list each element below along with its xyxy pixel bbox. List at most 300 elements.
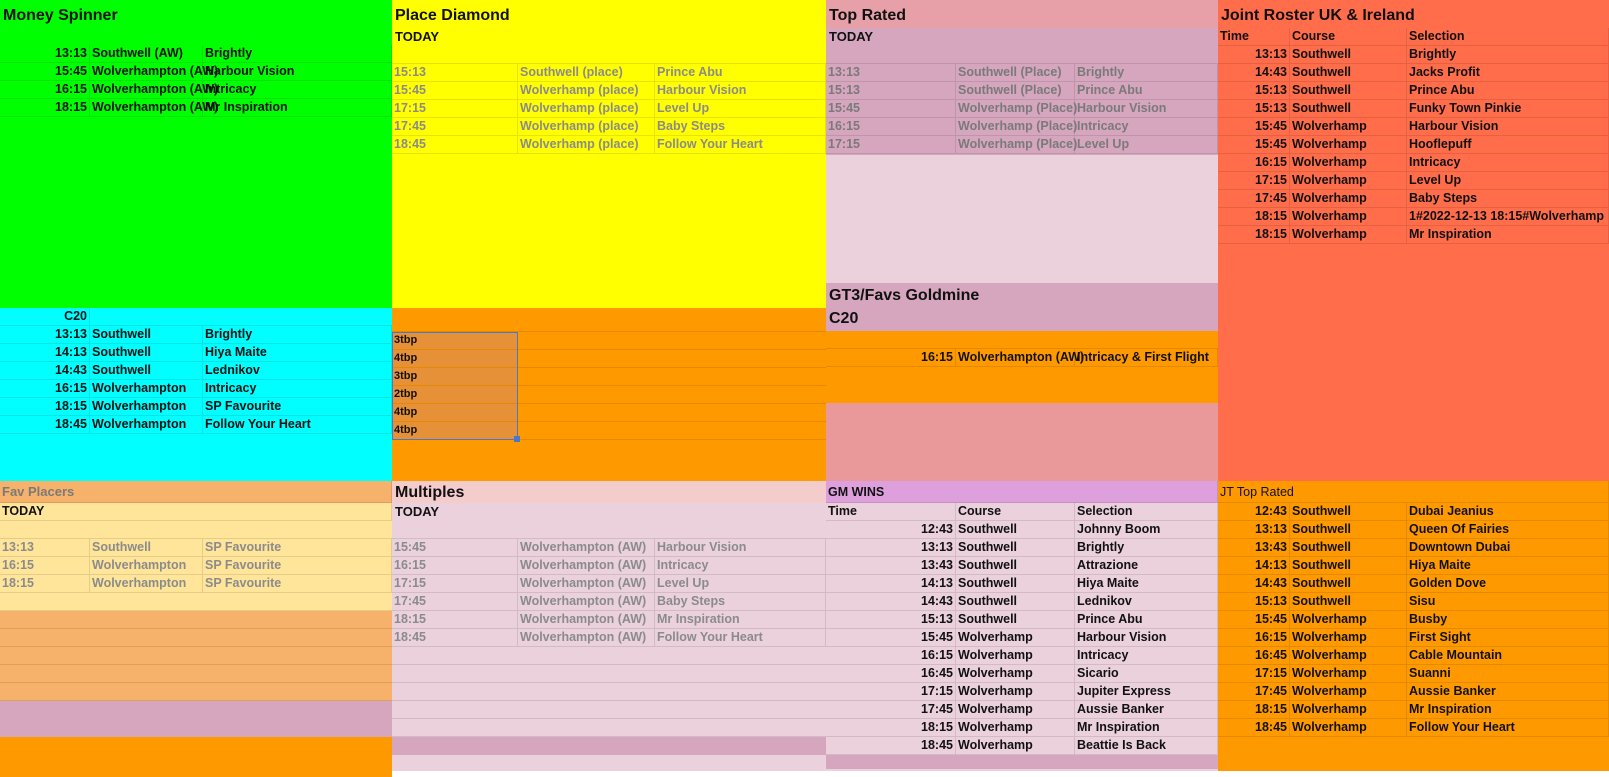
cell-selection[interactable]: Prince Abu — [1075, 82, 1218, 99]
cell-time[interactable]: 13:13 — [826, 64, 956, 81]
cell-course[interactable]: Southwell (Place) — [956, 64, 1075, 81]
header-selection: Selection — [1407, 28, 1609, 45]
table-row[interactable] — [0, 557, 392, 575]
table-row[interactable] — [826, 683, 1218, 701]
cell-time[interactable]: 17:15 — [392, 575, 518, 592]
cell-selection[interactable]: Harbour Vision — [1407, 118, 1609, 135]
cell-course[interactable]: Southwell (AW) — [90, 45, 203, 62]
cell-selection[interactable]: Hooflepuff — [1407, 136, 1609, 153]
cell-selection[interactable]: Funky Town Pinkie — [1407, 100, 1609, 117]
table-row[interactable] — [1218, 683, 1609, 701]
cell-time[interactable]: 17:45 — [1218, 683, 1290, 700]
place-diamond-today: TODAY — [395, 29, 440, 44]
header-time: Time — [1218, 28, 1290, 45]
table-row[interactable] — [1218, 521, 1609, 539]
cell-selection[interactable]: Hiya Maite — [203, 344, 392, 361]
cell-course[interactable]: Wolverhampton (AW) — [518, 539, 655, 556]
cell-selection[interactable]: Follow Your Heart — [1407, 719, 1609, 736]
cell-selection[interactable]: SP Favourite — [203, 575, 392, 592]
cell-course[interactable]: Wolverhamp — [1290, 629, 1407, 646]
cell-time[interactable]: 18:45 — [826, 737, 956, 754]
cell-selection[interactable]: Dubai Jeanius — [1407, 503, 1609, 520]
cell-time[interactable]: 17:45 — [826, 701, 956, 718]
cell-course[interactable]: Wolverhampton — [90, 575, 203, 592]
table-row[interactable] — [0, 63, 392, 81]
cell-selection[interactable]: Brightly — [203, 45, 392, 62]
cell-selection[interactable]: First Sight — [1407, 629, 1609, 646]
cell-selection[interactable]: Follow Your Heart — [655, 136, 826, 153]
cell-course[interactable]: Wolverhamp (place) — [518, 136, 655, 153]
cell-course[interactable]: Wolverhampton (AW) — [518, 611, 655, 628]
cell-time[interactable]: 18:15 — [1218, 701, 1290, 718]
cell-course[interactable]: Wolverhamp (place) — [518, 82, 655, 99]
cell-course[interactable]: Southwell — [90, 344, 203, 361]
cell-selection[interactable]: Harbour Vision — [655, 539, 826, 556]
tbp-row[interactable] — [392, 350, 826, 368]
table-row[interactable] — [1218, 611, 1609, 629]
cell-time[interactable]: 15:45 — [826, 100, 956, 117]
table-row[interactable] — [1218, 647, 1609, 665]
multiples-panel — [392, 481, 826, 771]
cell-selection[interactable]: Baby Steps — [655, 118, 826, 135]
table-row[interactable] — [826, 575, 1218, 593]
cell-selection[interactable]: Hiya Maite — [1075, 575, 1218, 592]
table-row[interactable] — [392, 118, 826, 136]
cell-course[interactable]: Wolverhamp — [1290, 611, 1407, 628]
cell-time[interactable]: 18:15 — [0, 575, 90, 592]
table-row[interactable] — [826, 136, 1218, 154]
cell-time[interactable]: 15:45 — [1218, 118, 1290, 135]
cell-course[interactable]: Southwell — [956, 575, 1075, 592]
cell-selection[interactable]: Harbour Vision — [203, 63, 392, 80]
cell-time[interactable]: 17:45 — [392, 593, 518, 610]
table-row[interactable] — [0, 380, 392, 398]
cell-selection[interactable]: Intricacy — [655, 557, 826, 574]
cell-course[interactable]: Wolverhamp — [1290, 190, 1407, 207]
table-row[interactable] — [826, 82, 1218, 100]
cell-selection[interactable]: Aussie Banker — [1407, 683, 1609, 700]
cell-course[interactable]: Wolverhamp — [956, 737, 1075, 754]
cell-selection[interactable]: Intricacy & First Flight — [1075, 349, 1218, 366]
cell-selection[interactable]: Intricacy — [1407, 154, 1609, 171]
cell-selection[interactable]: SP Favourite — [203, 539, 392, 556]
cell-selection[interactable]: Mr Inspiration — [203, 99, 392, 116]
cell-course[interactable]: Southwell (Place) — [956, 82, 1075, 99]
cell-selection[interactable]: Golden Dove — [1407, 575, 1609, 592]
cell-selection[interactable]: SP Favourite — [203, 398, 392, 415]
cell-time[interactable]: 17:15 — [826, 136, 956, 153]
table-row[interactable] — [1218, 665, 1609, 683]
cell-selection[interactable]: Level Up — [1075, 136, 1218, 153]
table-row[interactable] — [826, 719, 1218, 737]
cell-course[interactable]: Southwell — [956, 539, 1075, 556]
cell-selection[interactable]: Mr Inspiration — [1407, 701, 1609, 718]
cell-course[interactable]: Wolverhampton — [90, 380, 203, 397]
table-row[interactable] — [392, 100, 826, 118]
cell-selection[interactable]: Intricacy — [203, 81, 392, 98]
place-diamond-title: Place Diamond — [395, 7, 510, 24]
cell-course[interactable]: Wolverhamp — [956, 665, 1075, 682]
cell-time[interactable]: 12:43 — [826, 521, 956, 538]
fill-handle[interactable] — [514, 436, 520, 442]
table-row[interactable] — [392, 611, 826, 629]
cell-course[interactable]: Wolverhamp (Place) — [958, 137, 1078, 151]
cell-course[interactable]: Southwell — [956, 521, 1075, 538]
money-spinner-panel — [0, 0, 392, 308]
cell-course[interactable]: Wolverhampton (AW) — [92, 100, 219, 114]
table-row[interactable] — [0, 362, 392, 380]
cell-selection[interactable]: Downtown Dubai — [1407, 539, 1609, 556]
table-row[interactable] — [0, 99, 392, 117]
cell-course[interactable]: Wolverhamp — [956, 701, 1075, 718]
table-row[interactable] — [392, 593, 826, 611]
cell-time[interactable]: 14:43 — [0, 362, 90, 379]
table-row[interactable] — [1218, 557, 1609, 575]
cell-time[interactable]: 18:15 — [1218, 208, 1290, 225]
cell-course[interactable]: Wolverhamp — [1290, 226, 1407, 243]
table-row[interactable] — [826, 611, 1218, 629]
cell-course[interactable]: Wolverhamp (Place) — [958, 101, 1078, 115]
cell-time[interactable]: 16:15 — [826, 349, 956, 366]
cell-tbp[interactable]: 3tbp — [392, 368, 518, 385]
cell-course[interactable]: Wolverhamp — [956, 719, 1075, 736]
cell-time[interactable]: 18:15 — [1218, 226, 1290, 243]
table-row[interactable] — [0, 416, 392, 434]
cell-selection[interactable]: Prince Abu — [1407, 82, 1609, 99]
cell-selection[interactable]: Follow Your Heart — [203, 416, 392, 433]
table-row[interactable] — [1218, 190, 1609, 208]
cell-selection[interactable]: Level Up — [1407, 172, 1609, 189]
gt3-title: GT3/Favs Goldmine — [829, 287, 980, 304]
table-row[interactable] — [1218, 136, 1609, 154]
gt3-goldmine-panel — [826, 283, 1218, 331]
cell-time[interactable]: 14:43 — [826, 593, 956, 610]
cell-time[interactable]: 16:15 — [0, 557, 90, 574]
tbp-row[interactable] — [392, 422, 826, 440]
cell-course[interactable]: Southwell — [1290, 82, 1407, 99]
cell-selection[interactable]: Cable Mountain — [1407, 647, 1609, 664]
cell-course[interactable]: Wolverhamp — [1290, 172, 1407, 189]
cell-tbp[interactable]: 3tbp — [392, 332, 518, 349]
table-row[interactable] — [1218, 701, 1609, 719]
cell-time[interactable]: 13:43 — [1218, 539, 1290, 556]
tbp-row[interactable] — [392, 368, 826, 386]
cell-course[interactable]: Wolverhampton (AW) — [518, 557, 655, 574]
cell-course[interactable]: Wolverhampton — [90, 557, 203, 574]
cell-course[interactable]: Southwell — [1290, 557, 1407, 574]
cell-course[interactable]: Wolverhamp — [1290, 647, 1407, 664]
cell-time[interactable]: 16:15 — [826, 118, 956, 135]
cell-time[interactable]: 18:45 — [1218, 719, 1290, 736]
table-row[interactable] — [826, 701, 1218, 719]
jt-top-rated-panel — [1218, 481, 1609, 771]
cell-course[interactable]: Southwell — [1290, 64, 1407, 81]
cell-course[interactable]: Wolverhampton (AW) — [92, 64, 219, 78]
cell-selection[interactable]: Beattie Is Back — [1075, 737, 1218, 754]
table-row[interactable] — [1218, 46, 1609, 64]
cell-course[interactable]: Wolverhamp — [956, 683, 1075, 700]
cell-selection[interactable]: Johnny Boom — [1075, 521, 1218, 538]
table-row[interactable] — [826, 647, 1218, 665]
table-row[interactable] — [826, 593, 1218, 611]
table-row[interactable] — [0, 575, 392, 593]
cell-time[interactable]: 13:13 — [0, 539, 90, 556]
cell-course[interactable]: Wolverhampton (AW) — [92, 82, 219, 96]
cell-time[interactable]: 15:13 — [392, 64, 518, 81]
cell-selection[interactable]: Mr Inspiration — [1407, 226, 1609, 243]
table-row[interactable] — [0, 344, 392, 362]
cell-selection[interactable]: Intricacy — [1075, 647, 1218, 664]
cell-course[interactable]: Wolverhampton (AW) — [518, 629, 655, 646]
table-row[interactable] — [0, 326, 392, 344]
cell-course[interactable]: Wolverhamp (place) — [518, 100, 655, 117]
cell-time[interactable]: 14:13 — [826, 575, 956, 592]
table-row[interactable] — [826, 349, 1218, 367]
cell-course[interactable]: Wolverhamp — [1290, 683, 1407, 700]
cell-course[interactable]: Wolverhamp — [1290, 701, 1407, 718]
cell-time[interactable]: 13:13 — [1218, 46, 1290, 63]
table-row[interactable] — [826, 737, 1218, 755]
cell-course[interactable]: Wolverhamp — [1290, 118, 1407, 135]
table-row[interactable] — [826, 539, 1218, 557]
cell-time[interactable]: 16:15 — [826, 647, 956, 664]
cell-selection[interactable]: 1#2022-12-13 18:15#Wolverhamp — [1407, 208, 1609, 225]
table-row[interactable] — [826, 629, 1218, 647]
cell-time[interactable]: 17:15 — [1218, 172, 1290, 189]
cell-tbp[interactable]: 4tbp — [392, 404, 518, 421]
cell-course[interactable]: Wolverhamp — [1290, 208, 1407, 225]
table-row[interactable] — [1218, 503, 1609, 521]
table-row[interactable] — [392, 557, 826, 575]
cell-selection[interactable]: Level Up — [655, 100, 826, 117]
cell-selection[interactable]: Harbour Vision — [1075, 100, 1218, 117]
cell-course[interactable]: Wolverhamp (place) — [518, 118, 655, 135]
cell-selection[interactable]: Intricacy — [203, 380, 392, 397]
table-row[interactable] — [1218, 208, 1609, 226]
cell-course[interactable]: Southwell — [956, 611, 1075, 628]
cell-time[interactable]: 15:45 — [392, 82, 518, 99]
cell-course[interactable]: Wolverhampton — [90, 398, 203, 415]
cell-course[interactable]: Southwell — [1290, 593, 1407, 610]
table-row[interactable] — [826, 521, 1218, 539]
cell-course[interactable]: Wolverhamp — [1290, 665, 1407, 682]
table-row[interactable] — [1218, 226, 1609, 244]
cell-time[interactable]: 15:45 — [392, 539, 518, 556]
cell-time[interactable]: 15:45 — [0, 63, 90, 80]
cell-time[interactable]: 14:43 — [1218, 575, 1290, 592]
cell-course[interactable]: Wolverhampton — [90, 416, 203, 433]
cell-course[interactable]: Wolverhamp — [956, 629, 1075, 646]
cell-course[interactable]: Southwell — [956, 557, 1075, 574]
cell-course[interactable]: Southwell — [90, 362, 203, 379]
cell-time[interactable]: 16:15 — [392, 557, 518, 574]
table-row[interactable] — [1218, 539, 1609, 557]
cell-time[interactable]: 17:45 — [1218, 190, 1290, 207]
cell-course[interactable]: Wolverhamp (Place) — [958, 119, 1078, 133]
cell-time[interactable]: 16:45 — [826, 665, 956, 682]
cell-time[interactable]: 15:13 — [1218, 593, 1290, 610]
cell-time[interactable]: 18:15 — [826, 719, 956, 736]
table-row[interactable] — [1218, 82, 1609, 100]
table-row[interactable] — [826, 100, 1218, 118]
cell-time[interactable]: 16:15 — [1218, 154, 1290, 171]
salmon-block — [826, 403, 1218, 481]
table-row[interactable] — [0, 398, 392, 416]
cell-time[interactable]: 13:13 — [0, 45, 90, 62]
table-row[interactable] — [1218, 100, 1609, 118]
cell-time[interactable]: 18:45 — [392, 629, 518, 646]
table-row[interactable] — [392, 82, 826, 100]
table-row[interactable] — [1218, 154, 1609, 172]
table-row[interactable] — [1218, 629, 1609, 647]
cell-time[interactable]: 18:45 — [0, 416, 90, 433]
cell-time[interactable]: 17:15 — [1218, 665, 1290, 682]
table-row[interactable] — [0, 81, 392, 99]
tbp-row[interactable] — [392, 332, 826, 350]
table-row[interactable] — [0, 45, 392, 63]
cell-course[interactable]: Southwell (place) — [518, 64, 655, 81]
cell-time[interactable]: 16:15 — [0, 380, 90, 397]
cell-time[interactable]: 15:13 — [1218, 100, 1290, 117]
cell-time[interactable]: 18:45 — [392, 136, 518, 153]
cell-selection[interactable]: Intricacy — [1075, 118, 1218, 135]
cell-course[interactable]: Wolverhampton (AW) — [958, 350, 1085, 364]
cell-selection[interactable]: Mr Inspiration — [1075, 719, 1218, 736]
table-row[interactable] — [392, 575, 826, 593]
joint-roster-rows — [1218, 46, 1609, 244]
cell-time[interactable]: 17:15 — [392, 100, 518, 117]
table-row[interactable] — [392, 136, 826, 154]
cell-course[interactable]: Southwell — [1290, 46, 1407, 63]
table-row[interactable] — [0, 539, 392, 557]
cell-tbp[interactable]: 2tbp — [392, 386, 518, 403]
cell-selection[interactable]: Jupiter Express — [1075, 683, 1218, 700]
cell-course[interactable]: Wolverhamp — [1290, 719, 1407, 736]
table-row[interactable] — [1218, 575, 1609, 593]
cell-selection[interactable]: Brightly — [1075, 539, 1218, 556]
cell-course[interactable]: Wolverhamp — [1290, 154, 1407, 171]
cell-tbp[interactable]: 4tbp — [392, 422, 518, 439]
cell-course[interactable]: Southwell — [1290, 575, 1407, 592]
table-row[interactable] — [826, 665, 1218, 683]
cell-time[interactable]: 18:15 — [0, 99, 90, 116]
cell-selection[interactable]: Brightly — [1075, 64, 1218, 81]
cell-time[interactable]: 18:15 — [392, 611, 518, 628]
cell-course[interactable]: Southwell — [1290, 521, 1407, 538]
cell-course[interactable]: Southwell — [1290, 539, 1407, 556]
multiples-title: Multiples — [392, 481, 826, 503]
cell-time[interactable]: 13:13 — [1218, 521, 1290, 538]
cell-course[interactable]: Southwell — [1290, 100, 1407, 117]
table-row[interactable] — [1218, 172, 1609, 190]
cell-selection[interactable]: Baby Steps — [655, 593, 826, 610]
cell-time[interactable]: 18:15 — [0, 398, 90, 415]
cell-selection[interactable]: Aussie Banker — [1075, 701, 1218, 718]
cell-selection[interactable]: Sicario — [1075, 665, 1218, 682]
table-row[interactable] — [826, 557, 1218, 575]
cell-selection[interactable]: Prince Abu — [1075, 611, 1218, 628]
cell-time[interactable]: 12:43 — [1218, 503, 1290, 520]
cell-selection[interactable]: Follow Your Heart — [655, 629, 826, 646]
cell-selection[interactable]: Brightly — [1407, 46, 1609, 63]
cell-selection[interactable]: Harbour Vision — [1075, 629, 1218, 646]
tbp-row[interactable] — [392, 404, 826, 422]
cell-time[interactable]: 15:45 — [1218, 136, 1290, 153]
cell-time[interactable]: 16:15 — [0, 81, 90, 98]
c20-panel — [0, 308, 392, 481]
cell-selection[interactable]: Queen Of Fairies — [1407, 521, 1609, 538]
tbp-row[interactable] — [392, 386, 826, 404]
cell-time[interactable]: 15:13 — [826, 611, 956, 628]
table-row[interactable] — [1218, 719, 1609, 737]
gm-wins-panel — [826, 481, 1218, 771]
cell-time[interactable]: 17:45 — [392, 118, 518, 135]
cell-time[interactable]: 13:13 — [0, 326, 90, 343]
cell-time[interactable]: 16:15 — [1218, 629, 1290, 646]
cell-selection[interactable]: Attrazione — [1075, 557, 1218, 574]
cell-course[interactable]: Wolverhampton (AW) — [518, 593, 655, 610]
table-row[interactable] — [392, 539, 826, 557]
cell-time[interactable]: 14:13 — [1218, 557, 1290, 574]
cell-selection[interactable]: Suanni — [1407, 665, 1609, 682]
cell-time[interactable]: 15:45 — [1218, 611, 1290, 628]
cell-time[interactable]: 15:13 — [1218, 82, 1290, 99]
cell-selection[interactable]: Hiya Maite — [1407, 557, 1609, 574]
cell-selection[interactable]: Level Up — [655, 575, 826, 592]
cell-time[interactable]: 13:13 — [826, 539, 956, 556]
table-row[interactable] — [1218, 118, 1609, 136]
cell-time[interactable]: 15:45 — [826, 629, 956, 646]
cell-selection[interactable]: Lednikov — [1075, 593, 1218, 610]
cell-selection[interactable]: Jacks Profit — [1407, 64, 1609, 81]
cell-time[interactable]: 13:43 — [826, 557, 956, 574]
cell-selection[interactable]: Sisu — [1407, 593, 1609, 610]
cell-course[interactable]: Wolverhamp — [956, 647, 1075, 664]
header-course: Course — [1290, 28, 1407, 45]
table-row[interactable] — [826, 64, 1218, 82]
cell-tbp[interactable]: 4tbp — [392, 350, 518, 367]
cell-time[interactable]: 16:45 — [1218, 647, 1290, 664]
table-row[interactable] — [1218, 64, 1609, 82]
cell-selection[interactable]: Busby — [1407, 611, 1609, 628]
cell-selection[interactable]: Prince Abu — [655, 64, 826, 81]
cell-time[interactable]: 14:43 — [1218, 64, 1290, 81]
cell-selection[interactable]: SP Favourite — [203, 557, 392, 574]
cell-course[interactable]: Southwell — [956, 593, 1075, 610]
cell-selection[interactable]: Baby Steps — [1407, 190, 1609, 207]
c20-label: C20 — [0, 308, 90, 325]
table-row[interactable] — [392, 629, 826, 647]
cell-selection[interactable]: Mr Inspiration — [655, 611, 826, 628]
cell-course[interactable]: Southwell — [90, 539, 203, 556]
cell-selection[interactable]: Harbour Vision — [655, 82, 826, 99]
cell-course[interactable]: Wolverhampton (AW) — [518, 575, 655, 592]
top-rated-today: TODAY — [829, 29, 874, 44]
cell-selection[interactable]: Brightly — [203, 326, 392, 343]
cell-course[interactable]: Southwell — [1290, 503, 1407, 520]
table-row[interactable] — [826, 118, 1218, 136]
table-row[interactable] — [1218, 593, 1609, 611]
cell-time[interactable]: 15:13 — [826, 82, 956, 99]
cell-selection[interactable]: Lednikov — [203, 362, 392, 379]
top-rated-panel — [826, 0, 1218, 155]
header-selection: Selection — [1075, 503, 1218, 520]
cell-time[interactable]: 17:15 — [826, 683, 956, 700]
cell-time[interactable]: 14:13 — [0, 344, 90, 361]
cell-course[interactable]: Wolverhamp — [1290, 136, 1407, 153]
table-row[interactable] — [392, 64, 826, 82]
cell-course[interactable]: Southwell — [90, 326, 203, 343]
